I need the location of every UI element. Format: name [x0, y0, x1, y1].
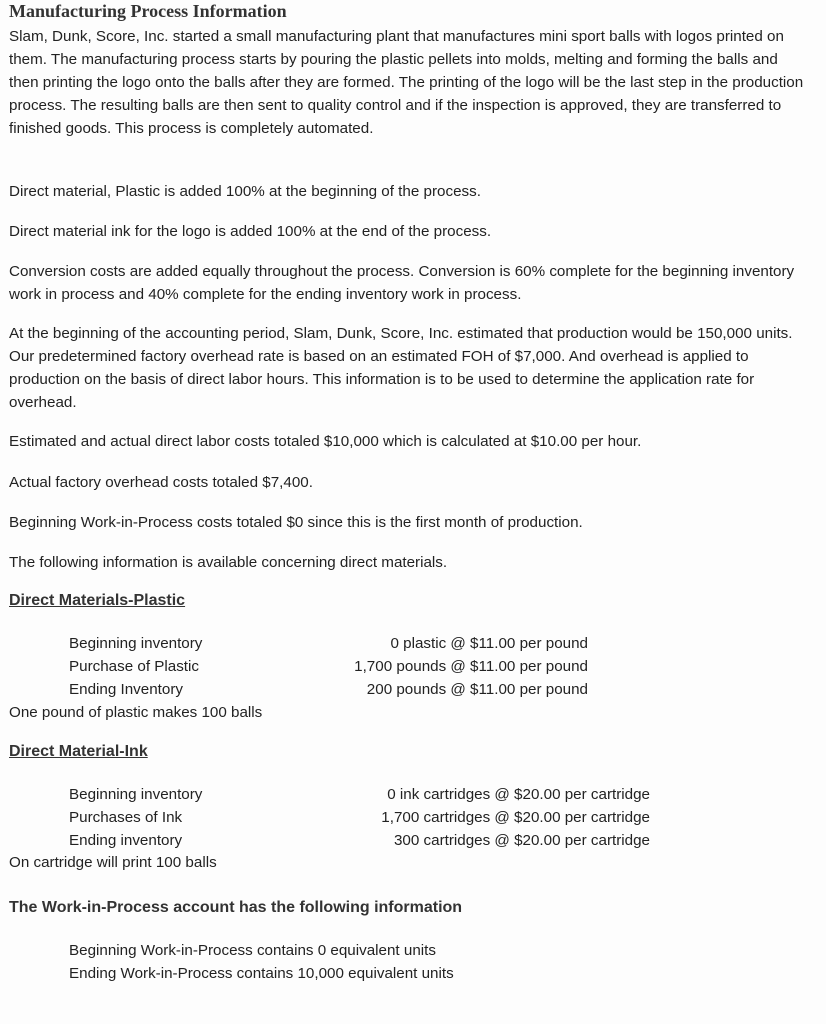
ink-row-label: Ending inventory — [69, 832, 183, 849]
ink-row-value: 1,700 cartridges @ $20.00 per cartridge — [381, 809, 650, 826]
plastic-row-value: 0 plastic @ $11.00 per pound — [390, 635, 588, 652]
paragraph-overhead-estimate: At the beginning of the accounting period, Slam, Dunk, Score, Inc. estimated that production would be 150,000 units. Our predetermined factory overhead rate is based on an estimated FOH of $7,000. And overhead is applied to production on the basis of direct labor hours. This information is to be used to determine the application rate for overhead. — [9, 325, 793, 411]
paragraph-materials-intro: The following information is available concerning direct materials. — [9, 554, 448, 571]
page-title: Manufacturing Process Information — [9, 1, 287, 21]
paragraph-conversion: Conversion costs are added equally throughout the process. Conversion is 60% complete for the beginning inventory work in process and 40% complete for the ending inventory work in process. — [9, 263, 795, 303]
paragraph-labor-costs: Estimated and actual direct labor costs totaled $10,000 which is calculated at $10.00 per hour. — [9, 433, 642, 450]
plastic-row-label: Beginning inventory — [69, 635, 203, 652]
plastic-row-value: 1,700 pounds @ $11.00 per pound — [354, 658, 588, 675]
plastic-row-value: 200 pounds @ $11.00 per pound — [366, 681, 588, 698]
wip-line: Beginning Work-in-Process contains 0 equivalent units — [69, 942, 436, 959]
ink-row-label: Purchases of Ink — [69, 809, 183, 826]
plastic-heading: Direct Materials-Plastic — [9, 592, 186, 609]
plastic-note: One pound of plastic makes 100 balls — [9, 704, 263, 721]
ink-row-value: 0 ink cartridges @ $20.00 per cartridge — [387, 786, 650, 803]
plastic-row-label: Ending Inventory — [69, 681, 183, 698]
wip-line: Ending Work-in-Process contains 10,000 equivalent units — [69, 965, 454, 982]
ink-row-value: 300 cartridges @ $20.00 per cartridge — [393, 832, 650, 849]
ink-row-label: Beginning inventory — [69, 786, 203, 803]
intro-paragraph: Slam, Dunk, Score, Inc. started a small manufacturing plant that manufactures mini sport balls with logos printed on them. The manufacturing process starts by pouring the plastic pellets into molds, melting and forming the balls and then printing the logo onto the balls after they are formed. The printing of the logo will be the last step in the production process. The resulting balls are then sent to quality control and if the inspection is approved, they are transferred to finished goods. This process is completely automated. — [9, 28, 804, 137]
ink-note: On cartridge will print 100 balls — [9, 854, 217, 871]
paragraph-beginning-wip: Beginning Work-in-Process costs totaled $0 since this is the first month of production. — [9, 514, 583, 531]
paragraph-plastic-added: Direct material, Plastic is added 100% at the beginning of the process. — [9, 183, 481, 200]
ink-heading: Direct Material-Ink — [9, 743, 148, 760]
paragraph-actual-foh: Actual factory overhead costs totaled $7,400. — [9, 474, 313, 491]
wip-heading: The Work-in-Process account has the following information — [9, 899, 463, 916]
plastic-row-label: Purchase of Plastic — [69, 658, 199, 675]
paragraph-ink-added: Direct material ink for the logo is added 100% at the end of the process. — [9, 223, 492, 240]
